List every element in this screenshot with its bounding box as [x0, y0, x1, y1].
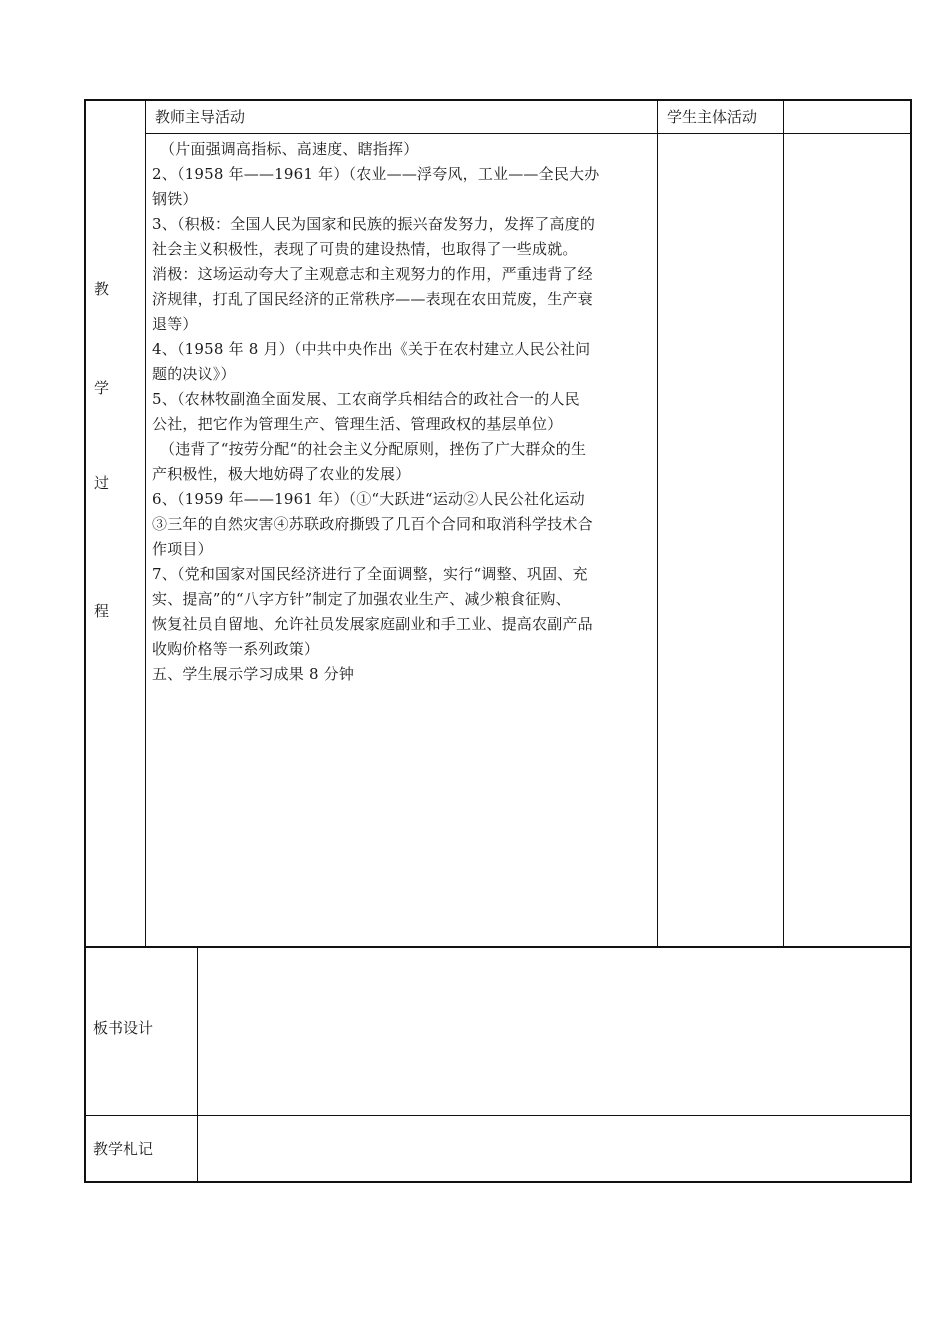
content-line: ③三年的自然灾害④苏联政府撕毁了几百个合同和取消科学技术合 — [152, 515, 593, 533]
student-extra-divider — [783, 99, 784, 947]
content-line: （违背了“按劳分配“的社会主义分配原则，挫伤了广大群众的生 — [160, 440, 587, 458]
table-top-border — [84, 99, 912, 101]
content-line: 产积极性，极大地妨碍了农业的发展） — [152, 465, 411, 483]
content-line: 7、（党和国家对国民经济进行了全面调整，实行“调整、巩固、充 — [152, 565, 588, 583]
student-activity-header: 学生主体活动 — [667, 108, 758, 126]
teacher-activity-header: 教师主导活动 — [155, 108, 246, 126]
side-label-char: 过 — [94, 474, 110, 492]
content-line: 2、（1958 年——1961 年）（农业——浮夸风，工业——全民大办 — [152, 165, 600, 183]
table-bottom-border — [84, 1181, 912, 1183]
content-line: 社会主义积极性，表现了可贵的建设热情，也取得了一些成就。 — [152, 240, 578, 258]
side-label-char: 学 — [94, 379, 110, 397]
content-line: 实、提高”的“八字方针”制定了加强农业生产、减少粮食征购、 — [152, 590, 571, 608]
side-column-divider — [145, 99, 146, 947]
content-line: 恢复社员自留地、允许社员发展家庭副业和手工业、提高农副产品 — [152, 615, 593, 633]
content-line: 退等） — [152, 315, 198, 333]
table-right-border — [910, 99, 912, 1183]
content-line: 6、（1959 年——1961 年）（①“大跃进“运动②人民公社化运动 — [152, 490, 585, 508]
content-line: 收购价格等一系列政策） — [152, 640, 320, 658]
content-line: 作项目） — [152, 540, 213, 558]
content-line: （片面强调高指标、高速度、瞎指挥） — [160, 140, 419, 158]
board-design-label: 板书设计 — [93, 1019, 154, 1037]
table-left-border — [84, 99, 86, 1183]
content-line: 消极：这场运动夸大了主观意志和主观努力的作用，严重违背了经 — [152, 265, 593, 283]
teacher-student-divider — [657, 99, 658, 947]
label-column-divider — [197, 946, 198, 1182]
content-line: 5、（农林牧副渔全面发展、工农商学兵相结合的政社合一的人民 — [152, 390, 580, 408]
board-bottom-border — [84, 1115, 912, 1116]
teaching-notes-label: 教学札记 — [93, 1140, 154, 1158]
content-line: 五、学生展示学习成果 8 分钟 — [152, 665, 355, 683]
content-line: 济规律，打乱了国民经济的正常秩序——表现在农田荒废，生产衰 — [152, 290, 593, 308]
content-line: 3、（积极：全国人民为国家和民族的振兴奋发努力，发挥了高度的 — [152, 215, 596, 233]
side-label-char: 程 — [94, 602, 110, 620]
content-line: 题的决议》） — [152, 365, 236, 383]
content-line: 4、（1958 年 8 月）（中共中央作出《关于在农村建立人民公社问 — [152, 340, 591, 358]
process-bottom-border — [84, 946, 912, 948]
content-line: 钢铁） — [152, 190, 198, 208]
teacher-activity-content — [152, 137, 654, 687]
content-line: 公社，把它作为管理生产、管理生活、管理政权的基层单位） — [152, 415, 563, 433]
header-divider — [146, 133, 911, 134]
side-label-char: 教 — [94, 280, 110, 298]
